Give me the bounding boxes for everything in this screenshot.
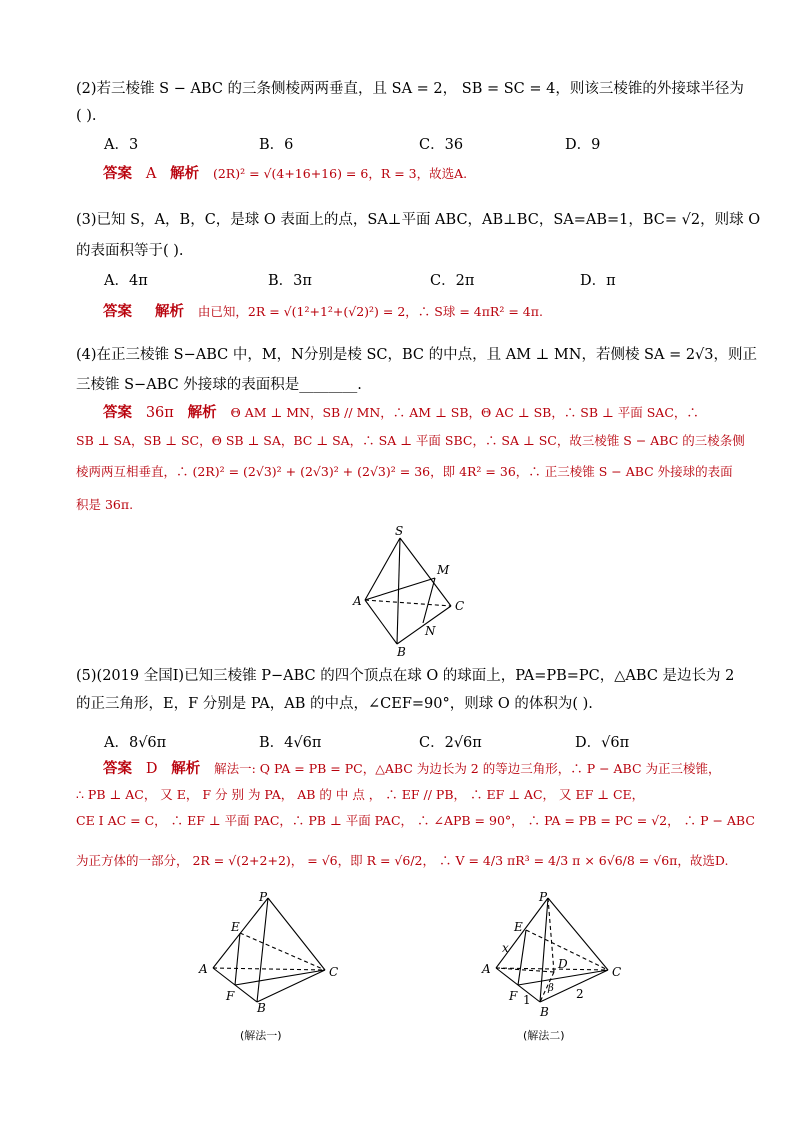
q3-option-a: A．4π (104, 273, 148, 289)
q3-option-c: C．2π (430, 273, 475, 289)
tetrahedron-figure-solution-2 (478, 888, 628, 1023)
vertex-label-a: A (353, 594, 362, 608)
q4-analysis-line3: 棱两两互相垂直，∴ (2R)² = (2√3)² + (2√3)² + (2√3)² = 36，即 4R² = 36，∴ 正三棱锥 S − ABC 外接球的表面 (76, 464, 733, 479)
angle-label-beta: β (548, 983, 554, 994)
vertex-label-a: A (199, 962, 208, 976)
vertex-label-p: P (539, 890, 548, 904)
q3-answer (103, 303, 543, 321)
answer-value: D (145, 761, 158, 777)
q5-analysis-line3: CE I AC = C， ∴ EF ⊥ 平面 PAC，∴ PB ⊥ 平面 PAC， ∴ ∠APB = 90°， ∴ PA = PB = PC = √2， ∴ P − ABC (76, 813, 755, 828)
q2-option-d: D．9 (565, 137, 601, 153)
vertex-label-e: E (231, 920, 240, 934)
vertex-label-a: A (482, 962, 491, 976)
segment-label-1: 1 (523, 993, 531, 1007)
answer-tag: 答案 (103, 166, 132, 182)
answer-value: 36π (145, 405, 174, 421)
tetrahedron-figure-solution-1 (195, 888, 345, 1013)
q5-analysis-line4: 为正方体的一部分， 2R = √(2+2+2)， = √6，即 R = √6/2， ∴ V = 4/3 πR³ = 4/3 π × 6√6/8 = √6π，故选D. (76, 853, 729, 868)
q3-option-d: D．π (580, 273, 616, 289)
vertex-label-f: F (509, 989, 518, 1003)
q2-option-c: C．36 (419, 137, 464, 153)
vertex-label-c: C (455, 599, 465, 613)
q3-option-b: B．3π (268, 273, 312, 289)
vertex-label-c: C (329, 965, 339, 979)
vertex-label-n: N (425, 624, 436, 638)
analysis-text: (2R)² = √(4+16+16) = 6，R = 3，故选A. (212, 166, 468, 181)
answer-tag: 答案 (103, 304, 132, 320)
analysis-tag: 解析 (155, 304, 185, 320)
segment-label-2: 2 (576, 987, 584, 1001)
q3-stem-line1: (3)已知 S，A，B，C，是球 O 表面上的点，SA⊥平面 ABC，AB⊥BC，SA=AB=1，BC= √2，则球 O (76, 212, 761, 228)
vertex-label-b: B (540, 1005, 549, 1019)
q2-answer (103, 165, 467, 183)
answer-tag: 答案 (103, 761, 132, 777)
q4-stem-line1: (4)在正三棱锥 S−ABC 中，M，N分别是棱 SC，BC 的中点，且 AM ⊥ MN，若侧棱 SA = 2√3，则正 (76, 347, 758, 363)
vertex-label-c: C (612, 965, 622, 979)
answer-tag: 答案 (103, 405, 132, 421)
analysis-text: Θ AM ⊥ MN，SB // MN，∴ AM ⊥ SB，Θ AC ⊥ SB，∴ SB ⊥ 平面 SAC，∴ (230, 405, 699, 420)
q2-option-b: B．6 (259, 137, 294, 153)
q4-analysis-line2: SB ⊥ SA，SB ⊥ SC，Θ SB ⊥ SA，BC ⊥ SA，∴ SA ⊥ 平面 SBC，∴ SA ⊥ SC，故三棱锥 S − ABC 的三棱条侧 (76, 433, 745, 448)
vertex-label-s: S (395, 524, 404, 538)
vertex-label-f: F (226, 989, 235, 1003)
vertex-label-d: D (558, 957, 568, 971)
segment-label-x: x (502, 941, 509, 955)
q5-stem-line2: 的正三角形，E，F 分别是 PA，AB 的中点，∠CEF=90°，则球 O 的体积为( ). (76, 696, 593, 712)
figure-caption-solution-1: (解法一) (240, 1029, 282, 1042)
q4-stem-line2: 三棱锥 S−ABC 外接球的表面积是________. (76, 377, 362, 393)
q5-stem-line1: (5)(2019 全国Ⅰ)已知三棱锥 P−ABC 的四个顶点在球 O 的球面上，PA=PB=PC，△ABC 是边长为 2 (76, 668, 735, 684)
q5-option-a: A．8√6π (104, 735, 167, 751)
q5-option-b: B．4√6π (259, 735, 322, 751)
q4-answer-line1 (103, 404, 699, 422)
q2-stem-line1: (2)若三棱锥 S − ABC 的三条侧棱两两垂直，且 SA = 2， SB = SC = 4，则该三棱锥的外接球半径为 (76, 81, 744, 97)
analysis-tag: 解析 (171, 761, 201, 777)
q2-option-a: A．3 (104, 137, 139, 153)
vertex-label-b: B (257, 1001, 266, 1013)
vertex-label-e: E (514, 920, 523, 934)
analysis-text: 解法一: Q PA = PB = PC，△ABC 为边长为 2 的等边三角形，∴ P − ABC 为正三棱锥， (214, 761, 721, 776)
q5-option-c: C．2√6π (419, 735, 482, 751)
q4-analysis-line4: 积是 36π. (76, 497, 134, 512)
q5-answer-line1 (103, 760, 721, 778)
q5-option-d: D．√6π (575, 735, 630, 751)
q3-stem-line2: 的表面积等于( ). (76, 243, 184, 259)
figure-caption-solution-2: (解法二) (523, 1029, 565, 1042)
analysis-tag: 解析 (187, 405, 217, 421)
q5-analysis-line2: ∴ PB ⊥ AC， 又 E， F 分 别 为 PA， AB 的 中 点 ， ∴ EF // PB， ∴ EF ⊥ AC， 又 EF ⊥ CE， (76, 787, 645, 802)
vertex-label-p: P (259, 890, 268, 904)
tetrahedron-figure-1 (345, 520, 475, 660)
vertex-label-b: B (397, 645, 406, 659)
q2-stem-line2: ( ). (76, 108, 97, 124)
analysis-tag: 解析 (170, 166, 200, 182)
vertex-label-m: M (437, 563, 450, 577)
answer-value: A (145, 166, 157, 182)
analysis-text: 由已知，2R = √(1²+1²+(√2)²) = 2，∴ S球 = 4πR² = 4π. (197, 304, 543, 319)
